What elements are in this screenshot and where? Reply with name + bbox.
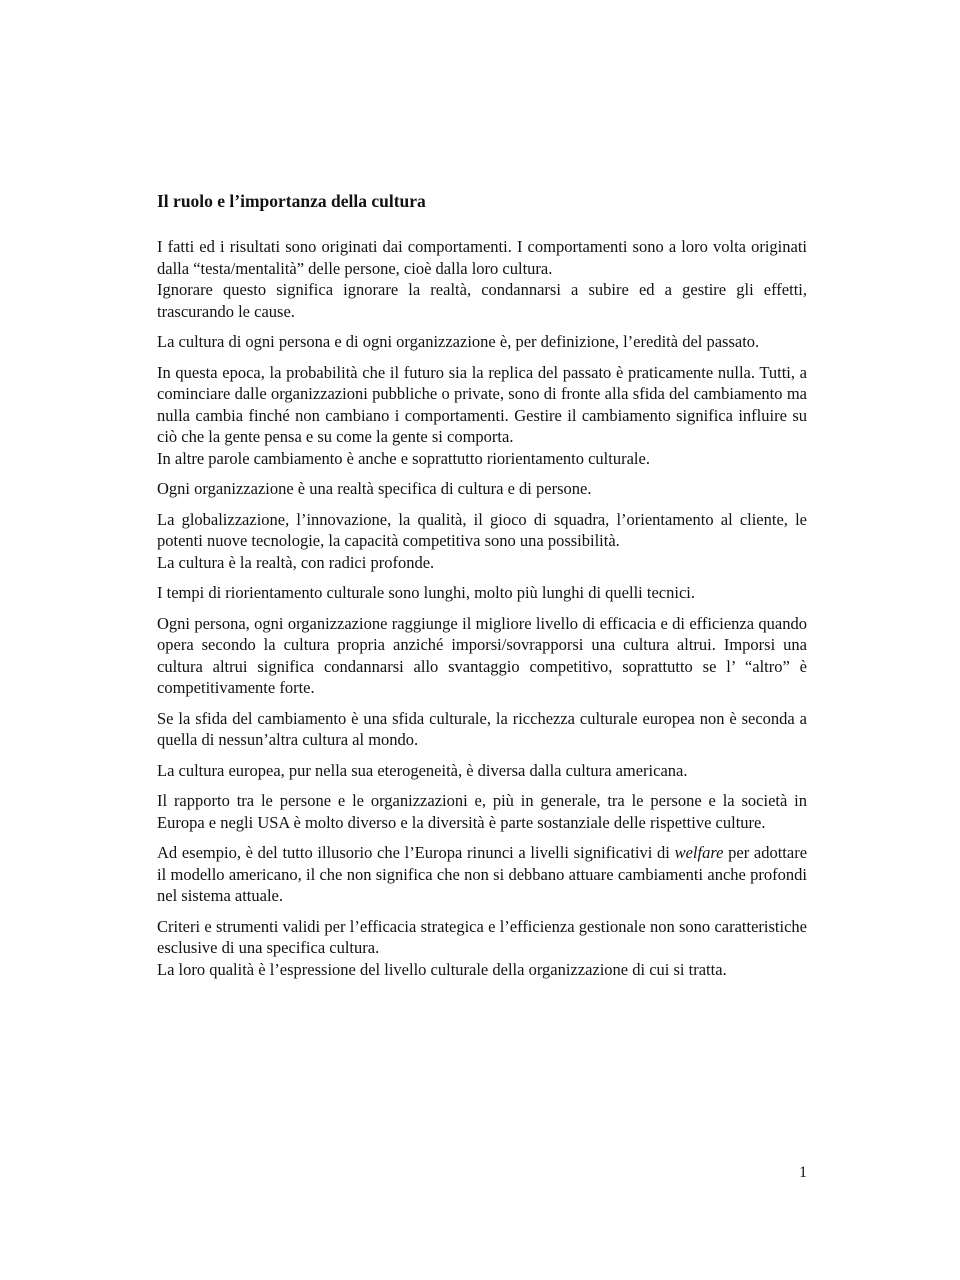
text-segment: La loro qualità è l’espressione del livello culturale della organizzazione di cui si tratta. (157, 959, 727, 979)
italic-text-segment: welfare (674, 843, 724, 862)
paragraph (157, 708, 807, 751)
text-segment: I tempi di riorientamento culturale sono lunghi, molto più lunghi di quelli tecnici. (157, 583, 695, 602)
text-segment: Ad esempio, è del tutto illusorio che l’Europa rinunci a livelli significativi di (157, 843, 675, 862)
document-body (157, 236, 807, 980)
text-segment: Criteri e strumenti validi per l’efficacia strategica e l’efficienza gestionale non sono caratteristiche esclusive di una specifica cultura. (157, 916, 807, 957)
paragraph (157, 842, 807, 907)
paragraph (157, 478, 807, 500)
document-page (157, 190, 807, 989)
text-segment: In altre parole cambiamento è anche e soprattutto riorientamento culturale. (157, 448, 650, 468)
paragraph (157, 509, 807, 574)
text-segment: Il rapporto tra le persone e le organizzazioni e, più in generale, tra le persone e la società in Europa e negli USA è molto diverso e la diversità è parte sostanziale delle rispettive culture. (157, 791, 807, 832)
paragraph (157, 582, 807, 604)
text-segment: Ogni organizzazione è una realtà specifica di cultura e di persone. (157, 479, 592, 498)
text-segment: Se la sfida del cambiamento è una sfida culturale, la ricchezza culturale europea non è seconda a quella di nessun’altra cultura al mondo. (157, 708, 807, 749)
text-segment: La cultura di ogni persona e di ogni organizzazione è, per definizione, l’eredità del passato. (157, 332, 760, 351)
paragraph (157, 916, 807, 981)
paragraph (157, 613, 807, 699)
text-segment: Ogni persona, ogni organizzazione raggiunge il migliore livello di efficacia e di efficienza quando opera secondo la cultura propria anziché imporsi/sovrapporsi una cultura altrui. Imporsi una cultura altrui significa condannarsi allo svantaggio competitivo, soprattutto se l’ “altro” è competitivamente forte. (157, 613, 807, 697)
paragraph (157, 362, 807, 470)
text-segment: La cultura europea, pur nella sua eterogeneità, è diversa dalla cultura americana. (157, 760, 688, 780)
text-segment: La cultura è la realtà, con radici profonde. (157, 552, 435, 572)
text-segment: per adottare il modello americano, il che non significa che non si debbano attuare cambiamenti anche profondi nel sistema attuale. (157, 843, 808, 905)
paragraph (157, 331, 807, 353)
page-title: Il ruolo e l’importanza della cultura (157, 191, 426, 211)
paragraph (157, 790, 807, 833)
page-number: 1 (799, 1164, 807, 1181)
text-segment: I fatti ed i risultati sono originati dai comportamenti. I comportamenti sono a loro volta originati dalla “testa/mentalità” delle persone, cioè dalla loro cultura. (157, 237, 807, 278)
text-segment: Ignorare questo significa ignorare la realtà, condannarsi a subire ed a gestire gli effetti, trascurando le cause. (157, 280, 807, 321)
text-segment: In questa epoca, la probabilità che il futuro sia la replica del passato è praticamente nulla. Tutti, a cominciare dalle organizzazioni pubbliche o private, sono di fronte alla sfida del cambiamento ma nulla cambia finché non cambiano i comportamenti. Gestire il cambiamento significa influire su ciò che la gente pensa e su come la gente si comporta. (157, 362, 807, 446)
paragraph (157, 236, 807, 322)
paragraph (157, 760, 807, 782)
text-segment: La globalizzazione, l’innovazione, la qualità, il gioco di squadra, l’orientamento al cliente, le potenti nuove tecnologie, la capacità competitiva sono una possibilità. (157, 509, 807, 550)
